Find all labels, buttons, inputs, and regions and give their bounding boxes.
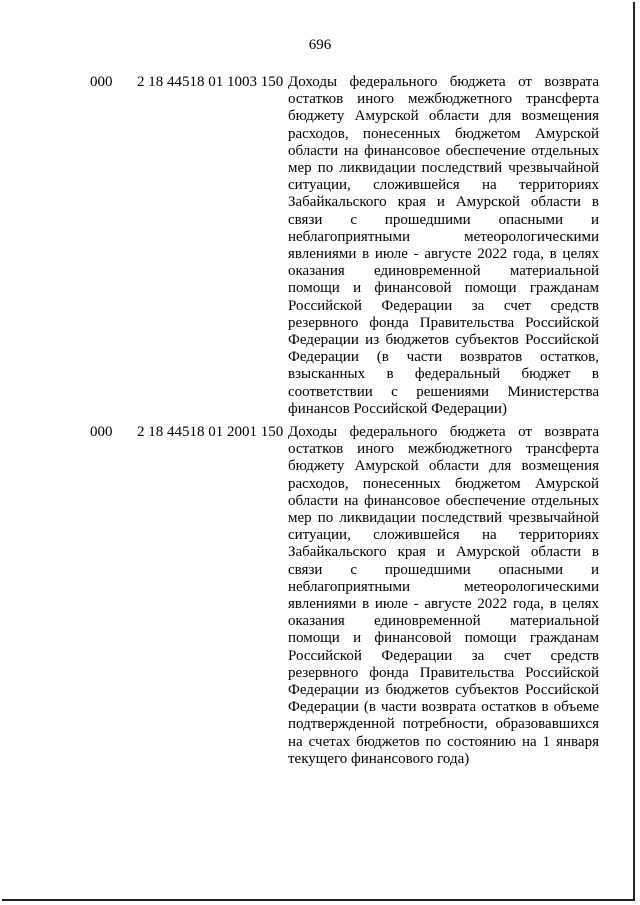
entry-description: Доходы федерального бюджета от возврата остатков иного межбюджетного трансферта бюджету Амурской области для возмещения расходов, понесенных бюджетом Амурской области на финансовое обеспечение отдельных мер по ликвидации последствий чрезвычайной ситуации, сложившейся на территориях Забайкальского края и Амурской области в связи с прошедшими опасными и неблагоприятными метеорологическими явлениями в июле - августе 2022 года, в целях оказания единовременной материальной помощи и финансовой помощи гражданам Российской Федерации за счет средств резервного фонда Правительства Российской Федерации из бюджетов субъектов Российской Федерации (в части возврата остатков в объеме подтвержденной потребности, образовавшихся на счетах бюджетов по состоянию на 1 января текущего финансового года) <box>288 424 599 767</box>
entry-description: Доходы федерального бюджета от возврата остатков иного межбюджетного трансферта бюджету Амурской области для возмещения расходов, понесенных бюджетом Амурской области на финансовое обеспечение отдельных мер по ликвидации последствий чрезвычайной ситуации, сложившейся на территориях Забайкальского края и Амурской области в связи с прошедшими опасными и неблагоприятными метеорологическими явлениями в июле - августе 2022 года, в целях оказания единовременной материальной помощи и финансовой помощи гражданам Российской Федерации за счет средств резервного фонда Правительства Российской Федерации из бюджетов субъектов Российской Федерации (в части возвратов остатков, взысканных в федеральный бюджет в соответствии с решениями Министерства финансов Российской Федерации) <box>288 74 599 417</box>
entry-admin-code: 000 <box>90 74 113 90</box>
entry-kbk-code: 2 18 44518 01 1003 150 <box>137 74 284 90</box>
entry-kbk-code: 2 18 44518 01 2001 150 <box>137 424 284 440</box>
page-number: 696 <box>308 37 332 53</box>
entry-admin-code: 000 <box>90 424 113 440</box>
